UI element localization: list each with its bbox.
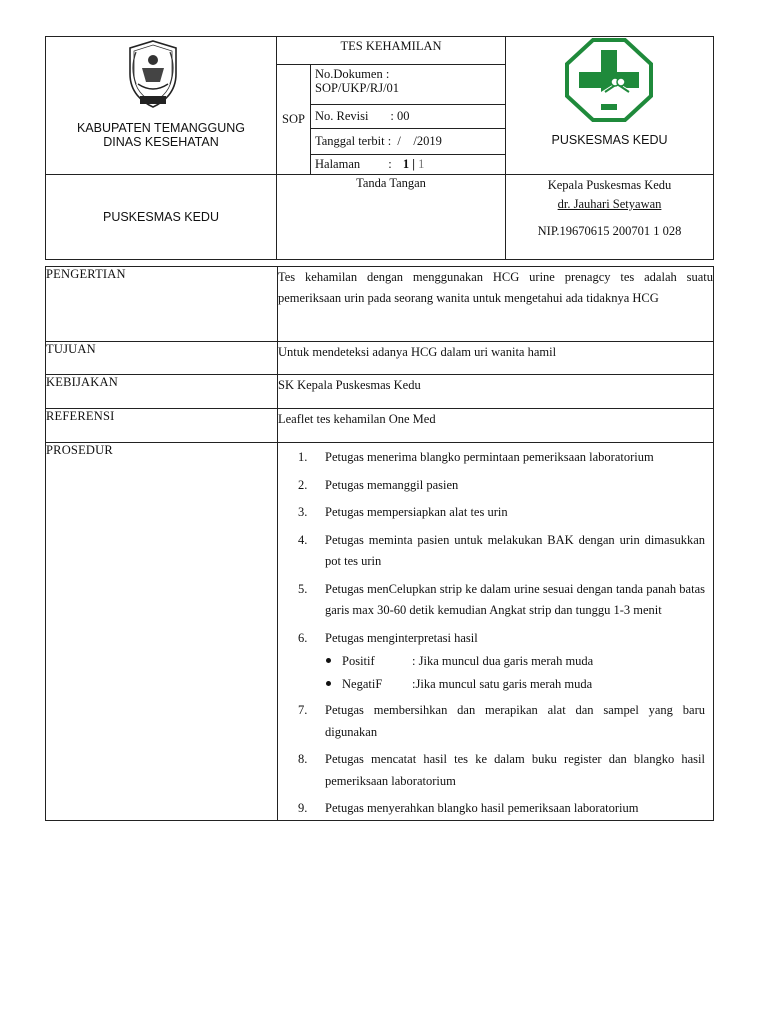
pengertian-label-cell [46, 267, 278, 342]
no-dokumen-cell [311, 65, 506, 105]
tanggal-terbit-cell [311, 129, 506, 155]
no-dokumen-label: No.Dokumen : [315, 67, 390, 81]
prosedur-value-cell [278, 443, 714, 821]
kebijakan-label-cell [46, 375, 278, 409]
tujuan-text: Untuk mendeteksi adanya HCG dalam uri wanita hamil [278, 345, 557, 359]
interpretation-list [325, 651, 705, 694]
pengertian-label: PENGERTIAN [46, 267, 126, 281]
referensi-text: Leaflet tes kehamilan One Med [278, 412, 436, 426]
no-dokumen-value: SOP/UKP/RJ/01 [315, 81, 400, 95]
no-revisi: No. Revisi : 00 [315, 109, 410, 123]
kebijakan-label: KEBIJAKAN [46, 375, 118, 389]
regency-crest-icon [124, 38, 182, 110]
procedure-steps [286, 447, 705, 820]
tujuan-label-cell [46, 342, 278, 375]
health-office-name: DINAS KESEHATAN [103, 135, 219, 149]
sop-content-table [45, 266, 714, 821]
procedure-step: 2. Petugas memanggil pasien [298, 477, 459, 492]
signature-cell [277, 175, 506, 260]
head-title: Kepala Puskesmas Kedu [547, 178, 672, 192]
head-nip: NIP.19670615 200701 1 028 [537, 224, 682, 238]
referensi-label: REFERENSI [46, 409, 115, 423]
kebijakan-value-cell [278, 375, 714, 409]
head-of-center-cell [506, 175, 714, 260]
procedure-step: 8. Petugas mencatat hasil tes ke dalam buku register dan blangko hasil pemeriksaan laboratorium [298, 752, 705, 788]
referensi-label-cell [46, 409, 278, 443]
procedure-step: 1. Petugas menerima blangko permintaan pemeriksaan laboratorium [298, 450, 654, 464]
tanggal-terbit: Tanggal terbit : / /2019 [315, 134, 442, 148]
halaman-cell [311, 155, 506, 175]
prosedur-label: PROSEDUR [46, 443, 113, 457]
halaman-label: Halaman : [315, 157, 392, 171]
puskesmas-logo-icon [565, 38, 653, 122]
puskesmas-left-cell [46, 175, 277, 260]
procedure-step: 6. Petugas menginterpretasi hasil Positif : Jika muncul dua garis merah muda NegatiF :Jika muncul satu garis merah muda [286, 628, 705, 695]
regency-name: KABUPATEN TEMANGGUNG [76, 121, 246, 135]
prosedur-label-cell [46, 443, 278, 821]
procedure-step: 7. Petugas membersihkan dan merapikan alat dan sampel yang baru digunakan [298, 703, 705, 739]
head-name: dr. Jauhari Setyawan [557, 197, 662, 211]
puskesmas-name-right: PUSKESMAS KEDU [551, 133, 668, 147]
referensi-value-cell [278, 409, 714, 443]
kebijakan-text: SK Kepala Puskesmas Kedu [278, 378, 421, 392]
procedure-step: 3. Petugas mempersiapkan alat tes urin [298, 505, 508, 519]
bullet-icon [326, 658, 331, 663]
sop-label: SOP [282, 112, 305, 126]
procedure-step: 9. Petugas menyerahkan blangko hasil pemeriksaan laboratorium [298, 801, 639, 815]
tujuan-value-cell [278, 342, 714, 375]
halaman-current: 1 [402, 157, 410, 171]
bullet-icon [326, 681, 331, 686]
procedure-step: 4. Petugas meminta pasien untuk melakukan BAK dengan urin dimasukkan pot tes urin [298, 532, 705, 568]
interpretation-item-positive: Positif : Jika muncul dua garis merah muda [325, 651, 705, 671]
pengertian-text: Tes kehamilan dengan menggunakan HCG urine prenagcy tes adalah suatu pemeriksaan urin pada seorang wanita untuk mengetahui ada tidaknya HCG [278, 270, 713, 305]
tujuan-label: TUJUAN [46, 342, 96, 356]
no-revisi-cell [311, 105, 506, 129]
doc-title: TES KEHAMILAN [340, 39, 442, 53]
doc-title-cell [277, 37, 506, 65]
halaman-total: 1 [418, 157, 425, 171]
halaman-separator: | [409, 157, 419, 171]
sop-label-cell [277, 65, 311, 175]
interpretation-item-negative: NegatiF :Jika muncul satu garis merah muda [325, 674, 705, 694]
puskesmas-name-left: PUSKESMAS KEDU [102, 210, 219, 224]
signature-label: Tanda Tangan [356, 176, 426, 190]
procedure-step: 5. Petugas menCelupkan strip ke dalam urine sesuai dengan tanda panah batas garis max 30-60 detik kemudian Angkat strip dan tunggu 1-3 menit [298, 581, 705, 617]
pengertian-value-cell [278, 267, 714, 342]
